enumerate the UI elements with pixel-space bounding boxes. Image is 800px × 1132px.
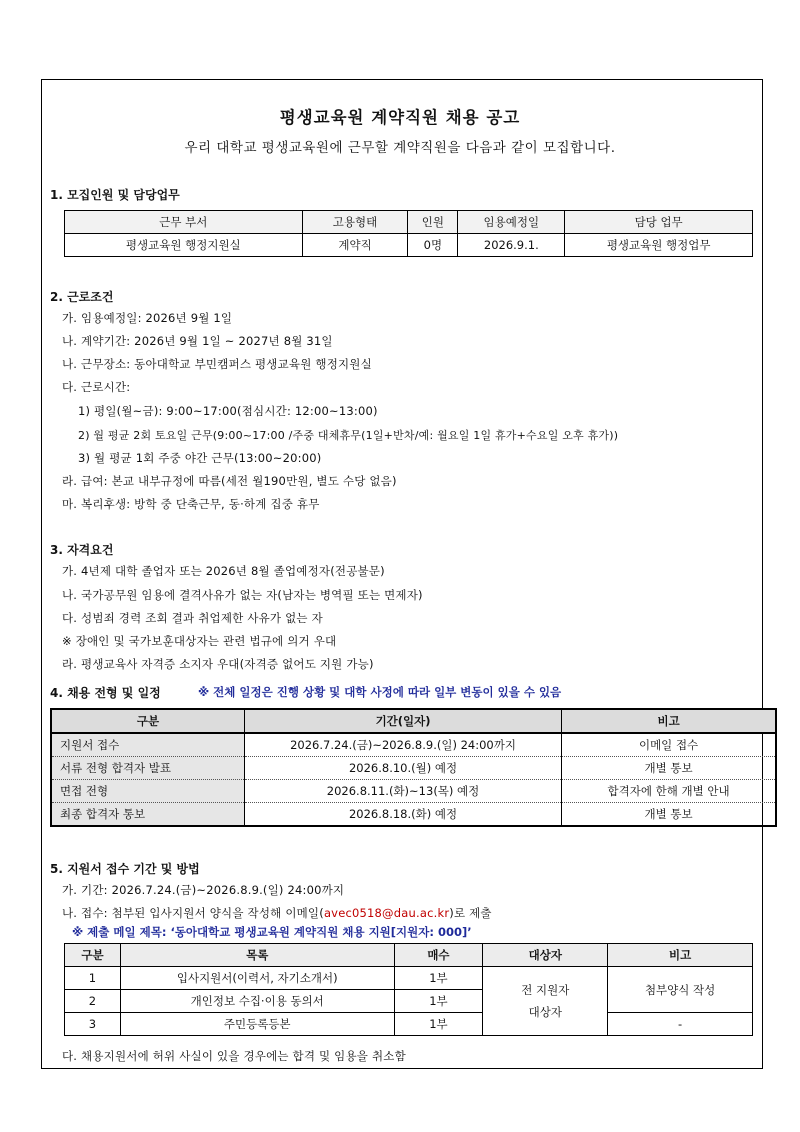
table-header: 인원 <box>408 211 458 234</box>
table-cell: 합격자에 한해 개별 안내 <box>562 780 776 803</box>
table-header: 비고 <box>608 944 753 967</box>
table-cell: 1 <box>65 967 121 990</box>
table-cell: 주민등록등본 <box>120 1013 394 1036</box>
page-subtitle: 우리 대학교 평생교육원에 근무할 계약직원을 다음과 같이 모집합니다. <box>184 140 616 156</box>
table-header: 대상자 <box>483 944 608 967</box>
table-cell: 2026.8.11.(화)~13(목) 예정 <box>244 780 561 803</box>
table-header: 담당 업무 <box>565 211 753 234</box>
table-row <box>65 967 753 990</box>
list-item: 나. 근무장소: 동아대학교 부민캠퍼스 평생교육원 행정지원실 <box>62 357 372 371</box>
section-1-heading: 1. 모집인원 및 담당업무 <box>50 188 180 202</box>
table-cell: 첨부양식 작성 <box>608 967 753 1013</box>
table-cell: 1부 <box>394 1013 483 1036</box>
table-row <box>51 803 776 827</box>
section-4-heading: 4. 채용 전형 및 일정 <box>50 686 161 700</box>
table-header: 근무 부서 <box>65 211 303 234</box>
list-item: 가. 4년제 대학 졸업자 또는 2026년 8월 졸업예정자(전공불문) <box>62 564 385 578</box>
table-row <box>51 757 776 780</box>
table-row <box>65 1013 753 1036</box>
table-cell: 최종 합격자 통보 <box>51 803 244 827</box>
table-cell: 0명 <box>408 234 458 257</box>
list-item <box>62 905 492 921</box>
table-cell: 서류 전형 합격자 발표 <box>51 757 244 780</box>
table-header: 목록 <box>120 944 394 967</box>
table-cell: 개별 통보 <box>562 757 776 780</box>
table-cell: 3 <box>65 1013 121 1036</box>
table-cell: 개별 통보 <box>562 803 776 827</box>
table-cell: 면접 전형 <box>51 780 244 803</box>
table-cell: 평생교육원 행정지원실 <box>65 234 303 257</box>
table-cell: 1부 <box>394 967 483 990</box>
target-line: 전 지원자 <box>521 983 570 997</box>
table-row <box>51 780 776 803</box>
target-line: 대상자 <box>528 1005 562 1019</box>
section-2-heading: 2. 근로조건 <box>50 290 114 304</box>
target-cell <box>483 967 608 1036</box>
table-row <box>51 733 776 757</box>
table-cell: 2026.7.24.(금)~2026.8.9.(일) 24:00까지 <box>244 733 561 757</box>
mail-subject-note: ※ 제출 메일 제목: ‘동아대학교 평생교육원 계약직원 채용 지원[지원자: 000]’ <box>72 925 472 939</box>
table-cell: 지원서 접수 <box>51 733 244 757</box>
table-row <box>65 234 753 257</box>
table-cell: 개인정보 수집·이용 동의서 <box>120 990 394 1013</box>
list-item: 다. 근로시간: <box>62 380 131 394</box>
table-header: 기간(일자) <box>244 709 561 733</box>
section-5-heading: 5. 지원서 접수 기간 및 방법 <box>50 862 200 876</box>
table-cell: 입사지원서(이력서, 자기소개서) <box>120 967 394 990</box>
list-item: 2) 월 평균 2회 토요일 근무(9:00~17:00 /주중 대체휴무(1일+반차/예: 월요일 1일 휴가+수요일 오후 휴가)) <box>78 429 619 442</box>
list-item: 라. 평생교육사 자격증 소지자 우대(자격증 없어도 지원 가능) <box>62 657 374 671</box>
table-cell: - <box>608 1013 753 1036</box>
schedule-table <box>50 708 777 827</box>
list-item: 가. 임용예정일: 2026년 9월 1일 <box>62 311 233 325</box>
list-item: 1) 평일(월~금): 9:00~17:00(점심시간: 12:00~13:00) <box>78 404 378 418</box>
email-link[interactable]: avec0518@dau.ac.kr <box>323 906 450 920</box>
table-header: 구분 <box>51 709 244 733</box>
list-item: 나. 국가공무원 임용에 결격사유가 없는 자(남자는 병역필 또는 면제자) <box>62 588 423 602</box>
table-cell: 2026.8.10.(월) 예정 <box>244 757 561 780</box>
table-header: 고용형태 <box>302 211 408 234</box>
table-header: 매수 <box>394 944 483 967</box>
table-cell: 계약직 <box>302 234 408 257</box>
list-item: 3) 월 평균 1회 주중 야간 근무(13:00~20:00) <box>78 451 322 465</box>
list-item: 가. 기간: 2026.7.24.(금)~2026.8.9.(일) 24:00까지 <box>62 883 345 897</box>
table-header: 구분 <box>65 944 121 967</box>
list-item: 마. 복리후생: 방학 중 단축근무, 동·하계 집중 휴무 <box>62 497 320 511</box>
table-cell: 2 <box>65 990 121 1013</box>
table-cell: 이메일 접수 <box>562 733 776 757</box>
page-title: 평생교육원 계약직원 채용 공고 <box>279 108 521 127</box>
table-cell: 1부 <box>394 990 483 1013</box>
table-cell: 평생교육원 행정업무 <box>565 234 753 257</box>
method-text-post: )로 제출 <box>449 906 492 920</box>
list-item: 나. 계약기간: 2026년 9월 1일 ~ 2027년 8월 31일 <box>62 334 333 348</box>
schedule-note: ※ 전체 일정은 진행 상황 및 대학 사정에 따라 일부 변동이 있을 수 있음 <box>198 685 562 699</box>
list-item: 다. 채용지원서에 허위 사실이 있을 경우에는 합격 및 임용을 취소함 <box>62 1049 406 1063</box>
table-cell: 2026.9.1. <box>458 234 565 257</box>
table-header: 비고 <box>562 709 776 733</box>
documents-table <box>64 943 753 1036</box>
method-text-pre: 나. 접수: 첨부된 입사지원서 양식을 작성해 이메일( <box>62 906 324 920</box>
table-header: 임용예정일 <box>458 211 565 234</box>
recruitment-table <box>64 210 753 257</box>
list-item: ※ 장애인 및 국가보훈대상자는 관련 법규에 의거 우대 <box>62 634 337 648</box>
section-3-heading: 3. 자격요건 <box>50 543 114 557</box>
list-item: 다. 성범죄 경력 조회 결과 취업제한 사유가 없는 자 <box>62 611 323 625</box>
list-item: 라. 급여: 본교 내부규정에 따름(세전 월190만원, 별도 수당 없음) <box>62 474 397 488</box>
table-cell: 2026.8.18.(화) 예정 <box>244 803 561 827</box>
